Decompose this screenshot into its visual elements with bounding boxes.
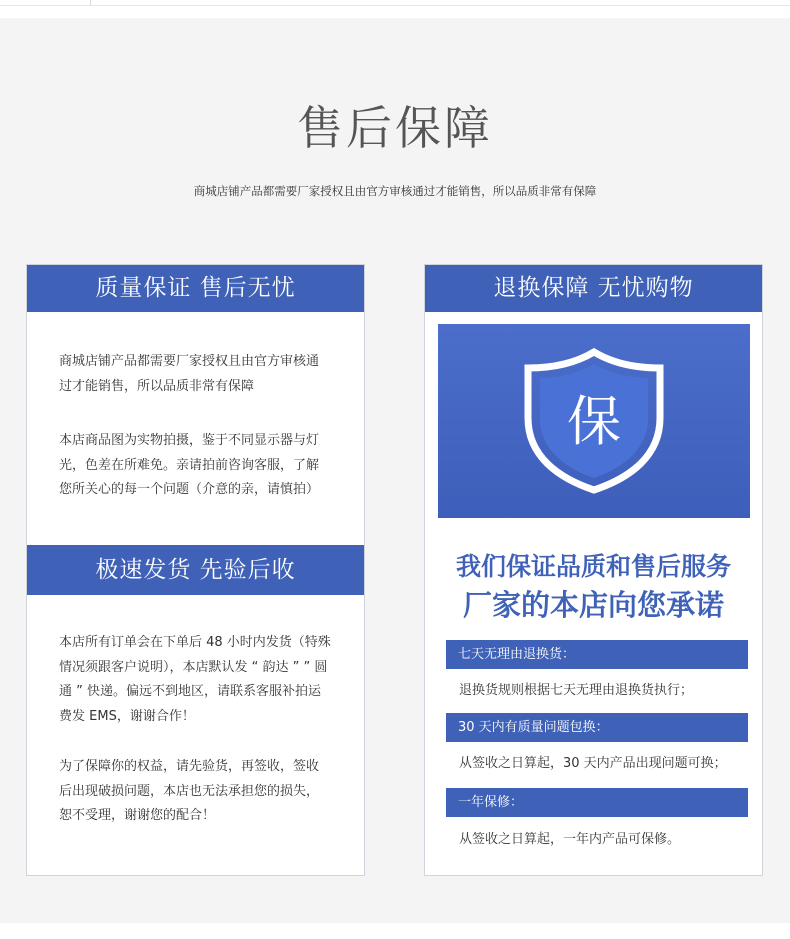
- text-line: 本店所有订单会在下单后 48 小时内发货（特殊: [59, 635, 331, 650]
- shield-icon: [522, 348, 666, 494]
- page-title: 售后保障: [297, 101, 493, 155]
- exchange-item-label: 30 天内有质量问题包换：: [446, 713, 748, 742]
- page-subtitle: 商城店铺产品都需要厂家授权且由官方审核通过才能销售，所以品质非常有保障: [193, 184, 597, 198]
- exchange-item-text: 从签收之日算起，30 天内产品出现问题可换；: [459, 756, 727, 771]
- return-item-text: 退换货规则根据七天无理由退换货执行；: [459, 683, 694, 698]
- text-line: 恕不受理，谢谢您的配合！: [59, 808, 216, 823]
- text-line: 后出现破损问题，本店也无法承担您的损失，: [59, 783, 320, 799]
- text-line: 费发 EMS，谢谢合作！: [59, 708, 195, 724]
- quality-para-2: [59, 429, 349, 503]
- warranty-item-text: 从签收之日算起，一年内产品可保修。: [459, 832, 681, 847]
- quality-para-1: [59, 350, 349, 399]
- return-heading: 退换保障 无忧购物: [425, 265, 762, 312]
- top-divider: [90, 0, 91, 6]
- text-line: 情况须跟客户说明），本店默认发 “ 韵达 ” ” 圆: [59, 659, 328, 675]
- after-sales-panel: [0, 18, 790, 923]
- text-line: 光，色差在所难免。亲请拍前咨询客服，了解: [59, 457, 320, 473]
- text-line: 商城店铺产品都需要厂家授权且由官方审核通: [59, 354, 320, 369]
- text-line: 本店商品图为实物拍摄，鉴于不同显示器与灯: [59, 433, 320, 448]
- shield-banner: [438, 324, 750, 518]
- text-line: 通 ” 快递。偏远不到地区，请联系客服补拍运: [59, 684, 321, 699]
- top-strip: [0, 0, 790, 6]
- right-card: [424, 264, 763, 876]
- shield-char: 保: [567, 390, 621, 453]
- left-card: [26, 264, 365, 876]
- text-line: 您所关心的每一个问题（介意的亲，请慎拍）: [59, 482, 320, 497]
- shipping-para-2: [59, 755, 349, 829]
- promise-line-2: 厂家的本店向您承诺: [462, 588, 724, 622]
- shipping-heading: 极速发货 先验后收: [27, 545, 364, 595]
- warranty-item-label: 一年保修：: [446, 788, 748, 817]
- quality-heading: 质量保证 售后无忧: [27, 265, 364, 312]
- return-item-label: 七天无理由退换货：: [446, 640, 748, 669]
- shipping-para-1: [59, 631, 349, 729]
- text-line: 过才能销售，所以品质非常有保障: [59, 378, 255, 394]
- text-line: 为了保障你的权益，请先验货，再签收，签收: [59, 759, 320, 774]
- promise-line-1: 我们保证品质和售后服务: [455, 552, 731, 581]
